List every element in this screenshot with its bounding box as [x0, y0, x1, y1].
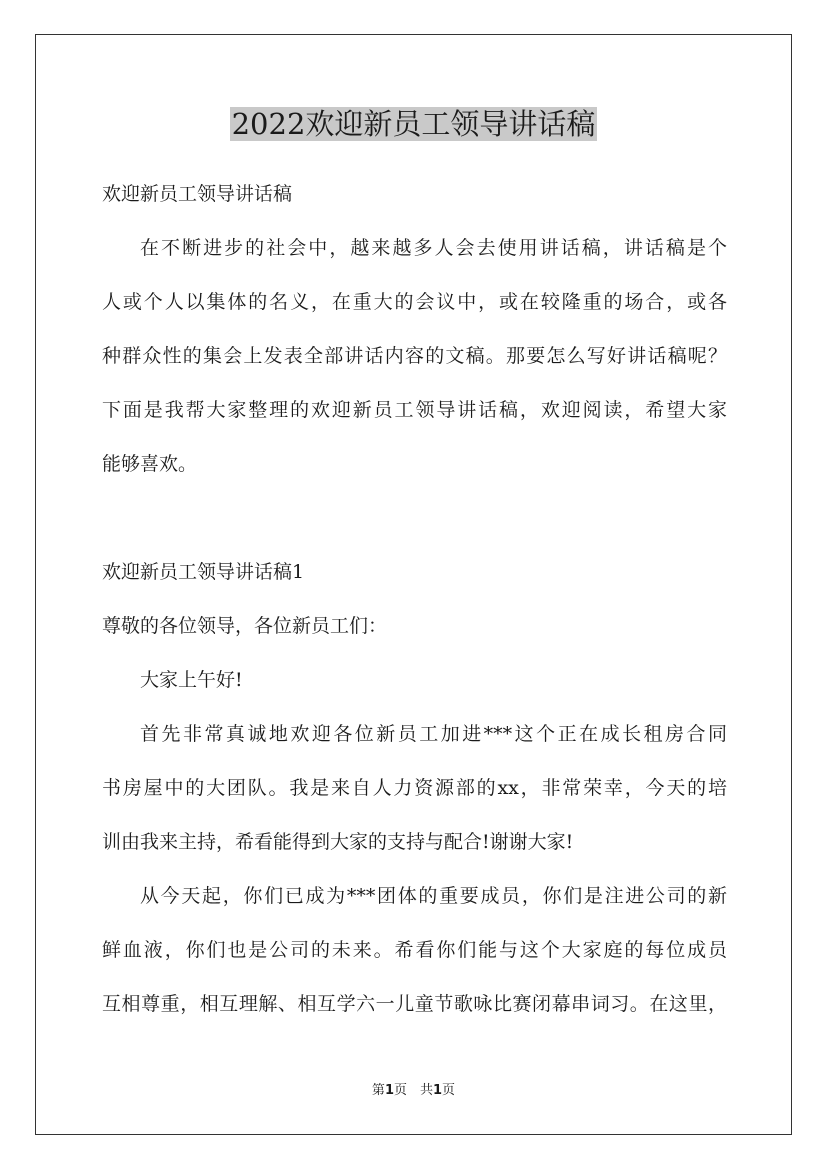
footer-page-mid: 页 共 [393, 1083, 433, 1098]
intro-line-5: 能够喜欢。 [102, 453, 198, 475]
para1-line-1: 首先非常真诚地欢迎各位新员工加进***这个正在成长租房合同 [140, 723, 727, 745]
salutation: 尊敬的各位领导，各位新员工们： [102, 615, 388, 637]
intro-line-2: 人或个人以集体的名义，在重大的会议中，或在较隆重的场合，或各 [102, 291, 727, 313]
footer-page-current: 1 [384, 1083, 394, 1098]
paragraph-1 [102, 716, 727, 860]
section-heading: 欢迎新员工领导讲话稿1 [102, 561, 305, 583]
para2-line-3: 互相尊重，相互理解、相互学六一儿童节歌咏比赛闭幕串词习。在这里， [102, 993, 727, 1015]
document-body [102, 176, 727, 1022]
page-footer [0, 1082, 827, 1100]
paragraph-2 [102, 878, 727, 1022]
footer-page-suffix: 页 [442, 1083, 456, 1098]
footer-page-prefix: 第 [371, 1083, 385, 1098]
document-title-text: 2022欢迎新员工领导讲话稿 [231, 107, 596, 141]
intro-line-3: 种群众性的集会上发表全部讲话内容的文稿。那要怎么写好讲话稿呢？ [102, 345, 727, 367]
greeting: 大家上午好! [140, 669, 243, 691]
document-title [0, 104, 827, 144]
intro-line-4: 下面是我帮大家整理的欢迎新员工领导讲话稿，欢迎阅读，希望大家 [102, 399, 727, 421]
footer-page-total: 1 [433, 1083, 443, 1098]
para1-line-3: 训由我来主持，希看能得到大家的支持与配合!谢谢大家! [102, 831, 574, 853]
para2-line-1: 从今天起，你们已成为***团体的重要成员，你们是注进公司的新 [140, 885, 727, 907]
para2-line-2: 鲜血液，你们也是公司的未来。希看你们能与这个大家庭的每位成员 [102, 939, 727, 961]
intro-paragraph [102, 230, 727, 482]
para1-line-2: 书房屋中的大团队。我是来自人力资源部的xx，非常荣幸，今天的培 [102, 777, 727, 799]
subtitle: 欢迎新员工领导讲话稿 [102, 183, 293, 205]
intro-line-1: 在不断进步的社会中，越来越多人会去使用讲话稿，讲话稿是个 [140, 237, 727, 259]
